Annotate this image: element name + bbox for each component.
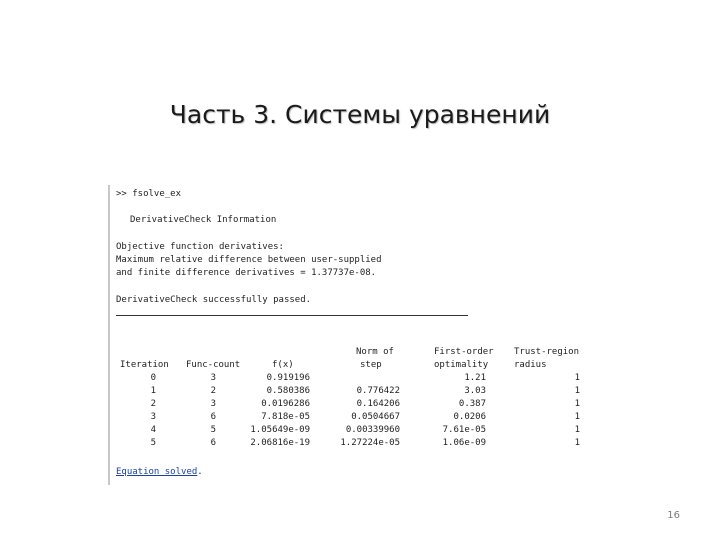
slide-title: Часть 3. Системы уравнений (169, 100, 551, 129)
cell-fx: 0.580386 (266, 386, 310, 396)
cell-iteration: 0 (150, 373, 156, 383)
cell-optimality: 7.61e-05 (442, 425, 486, 435)
cell-optimality: 0.387 (458, 399, 486, 409)
solved-message (116, 467, 203, 478)
cell-radius: 1 (574, 386, 580, 396)
table-header-trust-region: Trust-region (514, 347, 580, 357)
cell-optimality: 1.06e-09 (442, 438, 486, 448)
cell-fx: 2.06816e-19 (250, 438, 310, 448)
table-header-norm: Norm of (356, 347, 394, 357)
page-number: 16 (667, 510, 680, 521)
info-line: and finite difference derivatives = 1.37737e-08. (116, 268, 377, 278)
cell-radius: 1 (574, 425, 580, 435)
cell-fx: 7.818e-05 (261, 412, 310, 422)
cell-radius: 1 (574, 373, 580, 383)
cell-iteration: 2 (150, 399, 156, 409)
cell-optimality: 3.03 (464, 386, 486, 396)
cell-step: 0.0504667 (351, 412, 400, 422)
cell-step: 0.00339960 (345, 425, 400, 435)
cell-iteration: 5 (150, 438, 156, 448)
table-header-first-order: First-order (434, 347, 494, 357)
cell-func-count: 2 (210, 386, 216, 396)
cell-iteration: 1 (150, 386, 156, 396)
solved-suffix: . (197, 467, 203, 477)
separator-line (116, 315, 468, 316)
section-header: DerivativeCheck Information (130, 215, 277, 225)
table-header-fx: f(x) (272, 360, 294, 370)
cell-optimality: 1.21 (464, 373, 486, 383)
cell-func-count: 6 (210, 438, 216, 448)
command-prompt-line: >> fsolve_ex (116, 189, 182, 199)
table-header-iteration: Iteration (120, 360, 169, 370)
cell-step: 0.776422 (356, 386, 400, 396)
info-line: Maximum relative difference between user-supplied (116, 255, 382, 265)
cell-func-count: 6 (210, 412, 216, 422)
cell-func-count: 5 (210, 425, 216, 435)
cell-func-count: 3 (210, 373, 216, 383)
info-line: Objective function derivatives: (116, 242, 284, 252)
equation-solved-link[interactable]: Equation solved (116, 467, 198, 477)
table-header-optimality: optimality (434, 360, 489, 370)
cell-step: 0.164206 (356, 399, 400, 409)
table-header-func-count: Func-count (186, 360, 241, 370)
cell-iteration: 4 (150, 425, 156, 435)
cell-fx: 0.919196 (266, 373, 310, 383)
table-header-radius: radius (514, 360, 547, 370)
cell-radius: 1 (574, 399, 580, 409)
matlab-console-output (108, 185, 600, 485)
cell-fx: 1.05649e-09 (250, 425, 310, 435)
cell-iteration: 3 (150, 412, 156, 422)
cell-func-count: 3 (210, 399, 216, 409)
cell-step: 1.27224e-05 (340, 438, 400, 448)
cell-radius: 1 (574, 412, 580, 422)
cell-radius: 1 (574, 438, 580, 448)
passed-message: DerivativeCheck successfully passed. (116, 295, 312, 305)
table-header-step: step (360, 360, 382, 370)
cell-fx: 0.0196286 (261, 399, 310, 409)
cell-optimality: 0.0206 (453, 412, 486, 422)
